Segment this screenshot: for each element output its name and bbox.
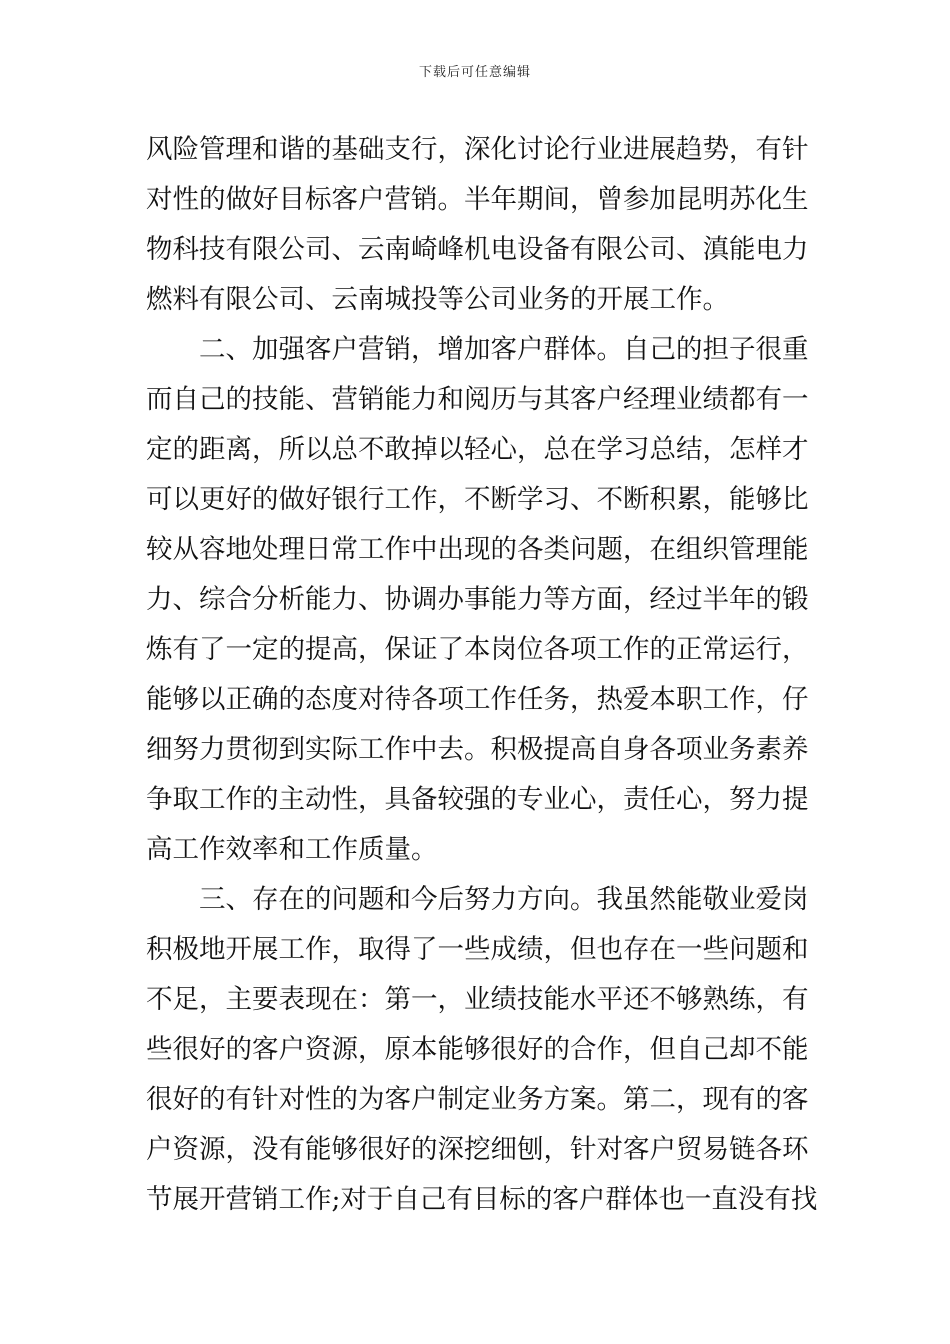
text-line: 能够以正确的态度对待各项工作任务，热爱本职工作，仔 [146, 684, 809, 715]
text-line: 积极地开展工作，取得了一些成绩，但也存在一些问题和 [146, 934, 809, 965]
text-line: 定的距离，所以总不敢掉以轻心，总在学习总结，怎样才 [146, 434, 809, 465]
text-line: 很好的有针对性的为客户制定业务方案。第二，现有的客 [146, 1084, 809, 1115]
paragraph-start-line: 二、加强客户营销，增加客户群体。自己的担子很重 [199, 334, 809, 365]
text-line: 高工作效率和工作质量。 [146, 834, 438, 865]
text-line: 可以更好的做好银行工作，不断学习、不断积累，能够比 [146, 484, 809, 515]
text-line: 对性的做好目标客户营销。半年期间，曾参加昆明苏化生 [146, 184, 809, 215]
text-line: 细努力贯彻到实际工作中去。积极提高自身各项业务素养 [146, 734, 809, 765]
paragraph-start-line: 三、存在的问题和今后努力方向。我虽然能敬业爱岗 [199, 884, 809, 915]
text-line: 户资源，没有能够很好的深挖细刨，针对客户贸易链各环 [146, 1134, 809, 1165]
text-line: 风险管理和谐的基础支行，深化讨论行业进展趋势，有针 [146, 134, 809, 165]
text-line: 燃料有限公司、云南城投等公司业务的开展工作。 [146, 284, 729, 315]
text-line: 炼有了一定的提高，保证了本岗位各项工作的正常运行， [146, 634, 809, 665]
text-line: 争取工作的主动性，具备较强的专业心，责任心，努力提 [146, 784, 809, 815]
page-header: 下载后可任意编辑 [418, 65, 531, 80]
text-line: 些很好的客户资源，原本能够很好的合作，但自己却不能 [146, 1034, 809, 1065]
text-line: 较从容地处理日常工作中出现的各类问题，在组织管理能 [146, 534, 809, 565]
text-line: 力、综合分析能力、协调办事能力等方面，经过半年的锻 [146, 584, 809, 615]
text-line: 节展开营销工作;对于自己有目标的客户群体也一直没有找 [146, 1184, 818, 1215]
document-body [146, 125, 818, 1225]
text-line: 而自己的技能、营销能力和阅历与其客户经理业绩都有一 [146, 384, 809, 415]
text-line: 不足，主要表现在：第一，业绩技能水平还不够熟练，有 [146, 984, 809, 1015]
text-line: 物科技有限公司、云南崎峰机电设备有限公司、滇能电力 [146, 234, 809, 265]
